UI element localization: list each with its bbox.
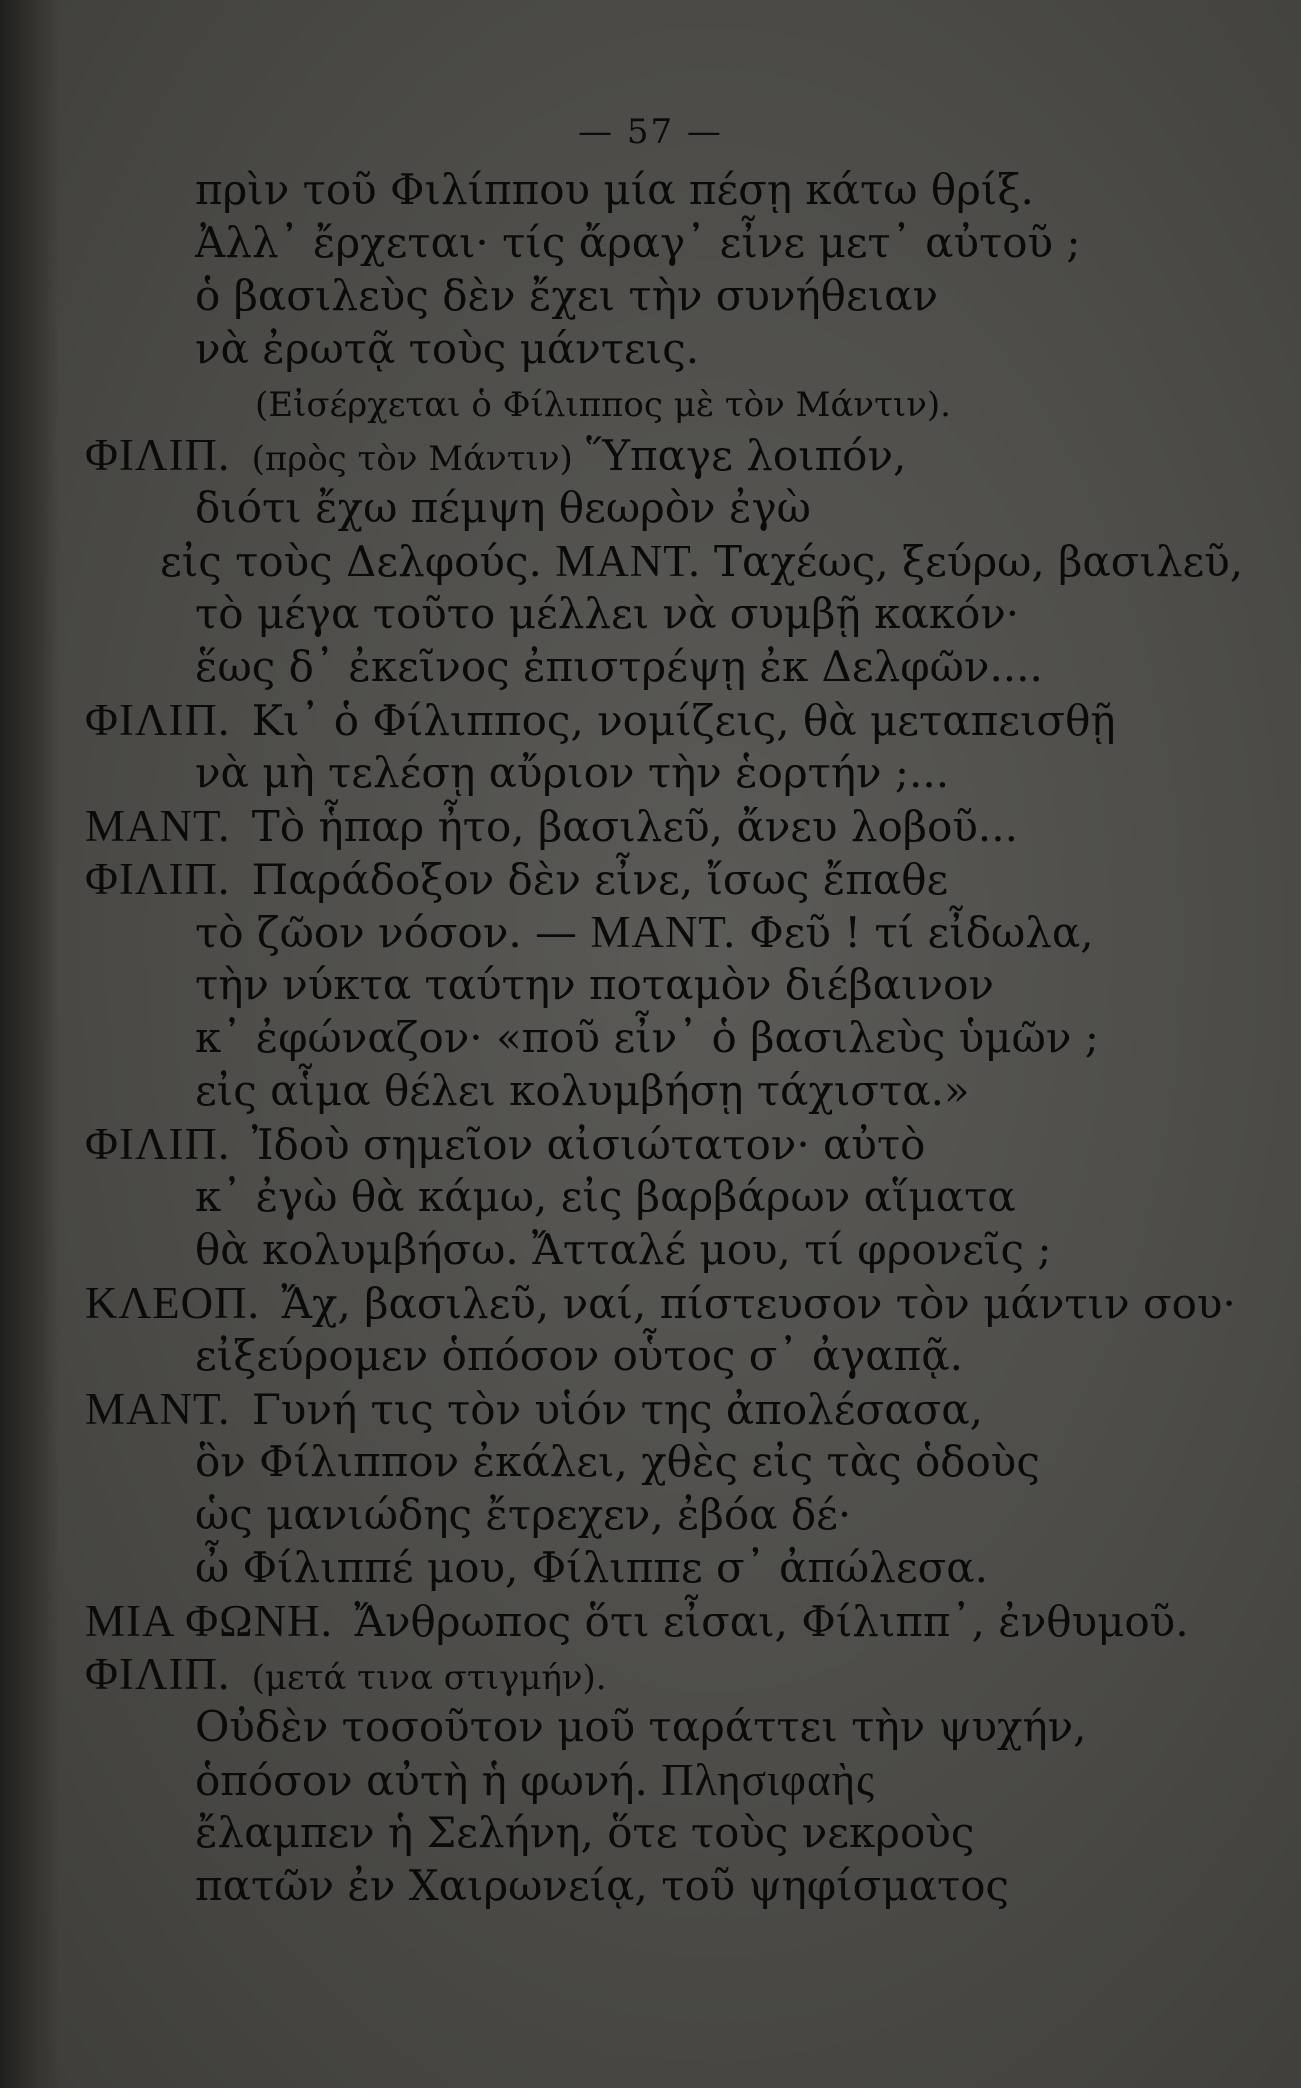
line-text: τὸ ζῶον νόσον. — [195,908,578,957]
line-text: νὰ μὴ τελέσῃ αὔριον τὴν ἑορτήν ;... [195,748,950,797]
line-text: Ἄνθρωπος ὅτι εἶσαι, Φίλιππ᾽, ἐνθυμοῦ. [354,1597,1189,1646]
line-text: Ἄχ, βασιλεῦ, ναί, πίστευσον τὸν μάντιν σου· [281,1279,1236,1328]
text-line [195,1861,1009,1911]
text-line [195,483,811,533]
speaker-name: ΜΑΝΤ. [85,1384,231,1434]
line-text: Τὸ ἧπαρ ἦτο, βασιλεῦ, ἄνευ λοβοῦ... [251,802,1018,851]
line-text: ὡς μανιώδης ἔτρεχεν, ἐβόα δέ· [195,1490,852,1539]
line-text: εἰξεύρομεν ὁπόσον οὗτος σ᾽ ἀγαπᾷ. [195,1331,963,1380]
line-text: πατῶν ἐν Χαιρωνείᾳ, τοῦ ψηφίσματος [195,1861,1009,1910]
text-line [195,589,1019,639]
line-text: ἕως δ᾽ ἐκεῖνος ἐπιστρέψῃ ἐκ Δελφῶν.... [195,642,1043,691]
dialogue-line [160,536,1243,586]
text-line [195,1490,851,1540]
line-text: τὸ μέγα τοῦτο μέλλει νὰ συμβῇ κακόν· [195,589,1020,638]
line-text: Κι᾽ ὁ Φίλιππος, νομίζεις, θὰ μεταπεισθῇ [251,696,1116,745]
text-line [195,1755,875,1805]
text-line [195,218,1081,268]
line-text: εἰς αἷμα θέλει κολυμβήσῃ τάχιστα.» [195,1066,970,1115]
line-text: πρὶν τοῦ Φιλίππου μία πέσῃ κάτω θρίξ. [195,165,1034,214]
line-text: ὦ Φίλιππέ μου, Φίλιππε σ᾽ ἀπώλεσα. [195,1543,989,1592]
line-text: κ᾽ ἐγὼ θὰ κάμω, εἰς βαρβάρων αἵματα [195,1172,1016,1221]
speaker-name: ΜΙΑ ΦΩΝΗ. [85,1596,333,1646]
line-text: θὰ κολυμβήσω. Ἄτταλέ μου, τί φρονεῖς ; [195,1225,1052,1274]
text-line [195,165,1034,215]
speaker-name: ΜΑΝΤ. [590,907,736,957]
text-line [195,642,1043,692]
dialogue-line [85,854,948,904]
text-line [195,1225,1051,1275]
line-text: εἰς τοὺς Δελφούς. [160,537,542,586]
text-line [195,1066,970,1116]
dialogue-line [85,1278,1236,1328]
text-line [195,1013,1099,1063]
line-text: Ἀλλ᾽ ἔρχεται· τίς ἄραγ᾽ εἶνε μετ᾽ αὐτοῦ ; [195,218,1081,267]
page-number: — 57 — [578,112,723,152]
speaker-name: ΦΙΛΙΠ. [85,695,231,745]
text-line [195,960,994,1010]
text-line [195,1172,1016,1222]
line-text: κ᾽ ἐφώναζον· «ποῦ εἶν᾽ ὁ βασιλεὺς ὑμῶν ; [195,1013,1099,1062]
text-line [195,748,949,798]
dialogue-line [85,430,906,480]
line-text: τὴν νύκτα ταύτην ποταμὸν διέβαινον [195,960,994,1009]
line-text: ἔλαμπεν ἡ Σελήνη, ὅτε τοὺς νεκροὺς [195,1808,975,1857]
stage-direction: (μετά τινα στιγμήν). [251,1658,607,1698]
text-line [195,1437,1040,1487]
text-line [195,1543,988,1593]
line-text: ὃν Φίλιππον ἐκάλει, χθὲς εἰς τὰς ὁδοὺς [195,1437,1040,1486]
line-text: διότι ἔχω πέμψη θεωρὸν ἐγὼ [195,483,811,532]
dialogue-line [85,1384,983,1434]
line-text: ὁ βασιλεὺς δὲν ἔχει τὴν συνήθειαν [195,271,939,320]
speaker-name: ΜΑΝΤ. [555,536,701,586]
line-text: νὰ ἐρωτᾷ τοὺς μάντεις. [195,324,700,373]
line-text-emphasis: Πλησιφαὴς [661,1755,875,1805]
line-text: Ταχέως, ξεύρω, βασιλεῦ, [713,537,1244,586]
speaker-name: ΚΛΕΟΠ. [85,1278,260,1328]
line-text: ὁπόσον αὐτὴ ἡ φωνή. [195,1756,648,1805]
speaker-name: ΦΙΛΙΠ. [85,430,231,480]
dialogue-line [195,907,1094,957]
dialogue-line [85,801,1018,851]
line-text: Φεῦ ! τί εἶδωλα, [749,908,1094,957]
speaker-name: ΦΙΛΙΠ. [85,854,231,904]
line-text: Ὕπαγε λοιπόν, [586,431,907,480]
dialogue-line [85,1596,1189,1646]
dialogue-line [85,695,1116,745]
stage-direction: (Εἰσέρχεται ὁ Φίλιππος μὲ τὸν Μάντιν). [255,385,951,425]
speaker-name: ΦΙΛΙΠ. [85,1649,231,1699]
text-line [195,1702,1087,1752]
speaker-name: ΦΙΛΙΠ. [85,1119,231,1169]
stage-direction-line [255,377,951,427]
speaker-name: ΜΑΝΤ. [85,801,231,851]
text-line [195,324,699,374]
dialogue-line [85,1649,607,1699]
text-line [195,1808,974,1858]
text-line [195,1331,963,1381]
line-text: Ἰδοὺ σημεῖον αἰσιώτατον· αὐτὸ [251,1120,926,1169]
dialogue-line [85,1119,925,1169]
text-line [195,271,938,321]
line-text: Γυνή τις τὸν υἱόν της ἀπολέσασα, [251,1385,983,1434]
line-text: Παράδοξον δὲν εἶνε, ἴσως ἔπαθε [251,855,949,904]
stage-direction: (πρὸς τὸν Μάντιν) [251,439,573,479]
line-text: Οὐδὲν τοσοῦτον μοῦ ταράττει τὴν ψυχήν, [195,1702,1087,1751]
